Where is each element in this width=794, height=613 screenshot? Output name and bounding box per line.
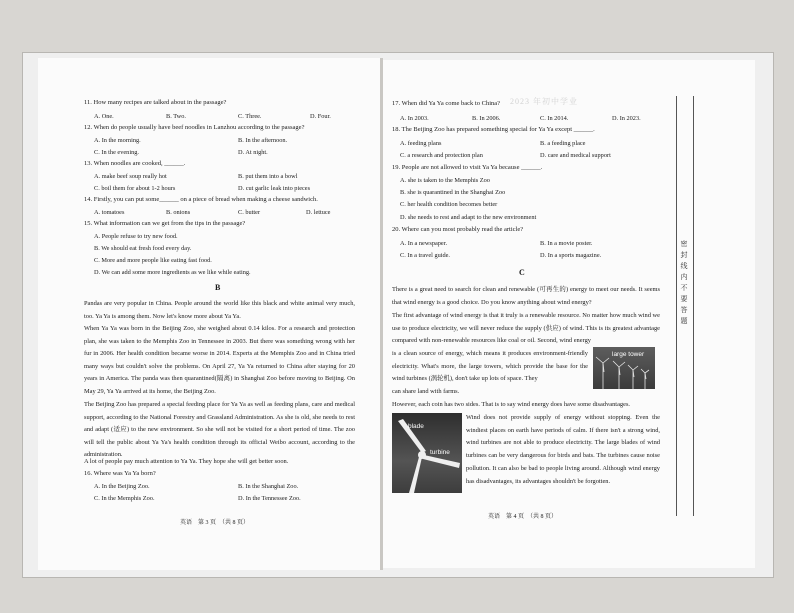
option: B. a feeding place [540, 140, 586, 147]
section-b-heading: B [215, 283, 221, 292]
faded-header-text: 2023 年初中学业 [510, 97, 578, 106]
wind-turbine-photo [392, 413, 462, 493]
option: D. At night. [238, 149, 268, 156]
option: B. put them into a bowl [238, 173, 298, 180]
option: C. boil them for about 1-2 hours [94, 185, 176, 192]
question-12: 12. When do people usually have beef noodles in Lanzhou according to the passage? [84, 124, 305, 131]
right-page-footer: 英语 第 4 页 （共 8 页） [488, 514, 558, 520]
option: C. In the Memphis Zoo. [94, 495, 155, 502]
passage-c-paragraph: Wind does not provide supply of energy without stopping. Even the windiest places on earth have periods of calm. If there isn't a strong wind, wind turbines are not able to produce electricity. The large blades of wind turbines can be very dangerous for birds and bats. The turbines cause noise pollution. It can also be bad to people living around. Although wind energy has disadvantages, its advantages shouldn't be forgotten. [466, 414, 660, 485]
option: C. In a travel guide. [400, 252, 451, 259]
passage-b-paragraph: Pandas are very popular in China. People around the world like this black and white animal very much, too. Ya Ya is among them. Now let's know more about Ya Ya. [84, 300, 355, 320]
question-17: 17. When did Ya Ya come back to China? [392, 100, 501, 107]
option: B. Two. [166, 113, 186, 120]
question-14: 14. Firstly, you can put some______ on a piece of bread when making a cheese sandwich. [84, 196, 318, 203]
image-label-blade: blade [408, 423, 424, 430]
option: A. One. [94, 113, 114, 120]
option: A. she is taken to the Memphis Zoo [400, 177, 490, 184]
option: B. In the Shanghai Zoo. [238, 483, 299, 490]
option: A. In 2003. [400, 115, 429, 122]
left-page-footer: 英语 第 3 页 （共 8 页） [180, 520, 250, 526]
question-16: 16. Where was Ya Ya born? [84, 470, 156, 477]
question-19: 19. People are not allowed to visit Ya Ya because ______. [392, 164, 543, 171]
question-20: 20. Where can you most probably read the article? [392, 226, 524, 233]
passage-c-paragraph: The first advantage of wind energy is that it truly is a renewable resource. No matter how much wind we use to produce electricity, we will never reduce the supply (供应) of wind. This is its greatest advantage compared with non-renewable resources like coal or oil. Second, wind energy [392, 312, 660, 345]
wind-tower-photo [593, 347, 655, 389]
image-label-large-tower: large tower [612, 351, 645, 358]
option: C. butter [238, 209, 261, 216]
option: D. cut garlic leak into pieces [238, 185, 311, 192]
question-11: 11. How many recipes are talked about in the passage? [84, 99, 227, 106]
option: D. care and medical support [540, 152, 611, 159]
option: C. In the evening. [94, 149, 139, 156]
option: D. We can add some more ingredients as we like while eating. [94, 269, 251, 276]
option: D. she needs to rest and adapt to the new environment [400, 214, 537, 221]
question-18: 18. The Beijing Zoo has prepared something special for Ya Ya except ______. [392, 126, 595, 133]
passage-c-paragraph: There is a great need to search for clean and renewable (可再生的) energy to meet our needs. It seems that wind energy is a good choice. Do you know anything about wind energy? [392, 286, 660, 306]
option: B. onions [166, 209, 191, 216]
section-c-heading: C [519, 268, 525, 277]
passage-b-paragraph: The Beijing Zoo has prepared a special feeding place for Ya Ya as well as feeding plans, care and medical support, according to the National Forestry and Grassland Administration. As she is old, she needs to rest and adapt (适应) to the new environment. So she will not be visited for a short period of time. The zoo will tell the public about Ya Ya's health condition through its official Weibo account, according to the administration. [84, 401, 355, 459]
passage-c-paragraph: However, each coin has two sides. That is to say wind energy does have some disadvantages. [392, 401, 631, 408]
option: D. In the Tennessee Zoo. [238, 495, 301, 502]
option: B. she is quarantined in the Shanghai Zoo [400, 189, 506, 196]
passage-b-paragraph: When Ya Ya was born in the Beijing Zoo, she weighed about 0.14 kilos. For a research and protection plan, she was taken to the Memphis Zoo in Tennessee in 2003. But there was something wrong with her fur in 2006. Her health condition became worse in 2014. Experts at the Memphis Zoo and in China tried many ways but couldn't solve the problems. On April 27, Ya Ya returned to China after staying for 20 years in America. The panda was then quarantined(隔离) in Shanghai Zoo before moving to Beijing. On May 29, Ya Ya arrived at its home, the Beijing Zoo. [84, 325, 355, 395]
passage-c-paragraph: can share land with farms. [392, 388, 460, 395]
option: B. In the afternoon. [238, 137, 288, 144]
option: A. In the morning. [94, 137, 141, 144]
wind-turbine-icon [392, 413, 462, 493]
option: D. In 2023. [612, 115, 641, 122]
option: A. feeding plans [400, 140, 442, 147]
option: C. In 2014. [540, 115, 569, 122]
question-13: 13. When noodles are cooked, ______. [84, 160, 186, 167]
option: A. People refuse to try new food. [94, 233, 178, 240]
option: B. In a movie poster. [540, 240, 593, 247]
option: B. In 2006. [472, 115, 501, 122]
option: D. Four. [310, 113, 331, 120]
option: B. We should eat fresh food every day. [94, 245, 192, 252]
option: A. make beef soup really hot [94, 173, 167, 180]
option: C. a research and protection plan [400, 152, 483, 159]
option: C. Three. [238, 113, 262, 120]
option: A. tomatoes [94, 209, 125, 216]
image-label-turbine: turbine [430, 449, 450, 456]
passage-c-paragraph: is a clean source of energy, which means it produces environment-friendly electricity. What's more, the large towers, which provide the base for the wind turbines (涡轮机), don't take up lots of space. They [392, 350, 588, 383]
option: D. In a sports magazine. [540, 252, 602, 259]
binding-margin-text: 密封线内不要答题 [680, 240, 688, 328]
option: C. her health condition becomes better [400, 201, 498, 208]
option: A. In the Beijing Zoo. [94, 483, 150, 490]
option: D. lettuce [306, 209, 331, 216]
option: C. More and more people like eating fast food. [94, 257, 212, 264]
passage-b-paragraph: A lot of people pay much attention to Ya Ya. They hope she will get better soon. [84, 458, 289, 465]
question-15: 15. What information can we get from the tips in the passage? [84, 220, 246, 227]
option: A. In a newspaper. [400, 240, 448, 247]
